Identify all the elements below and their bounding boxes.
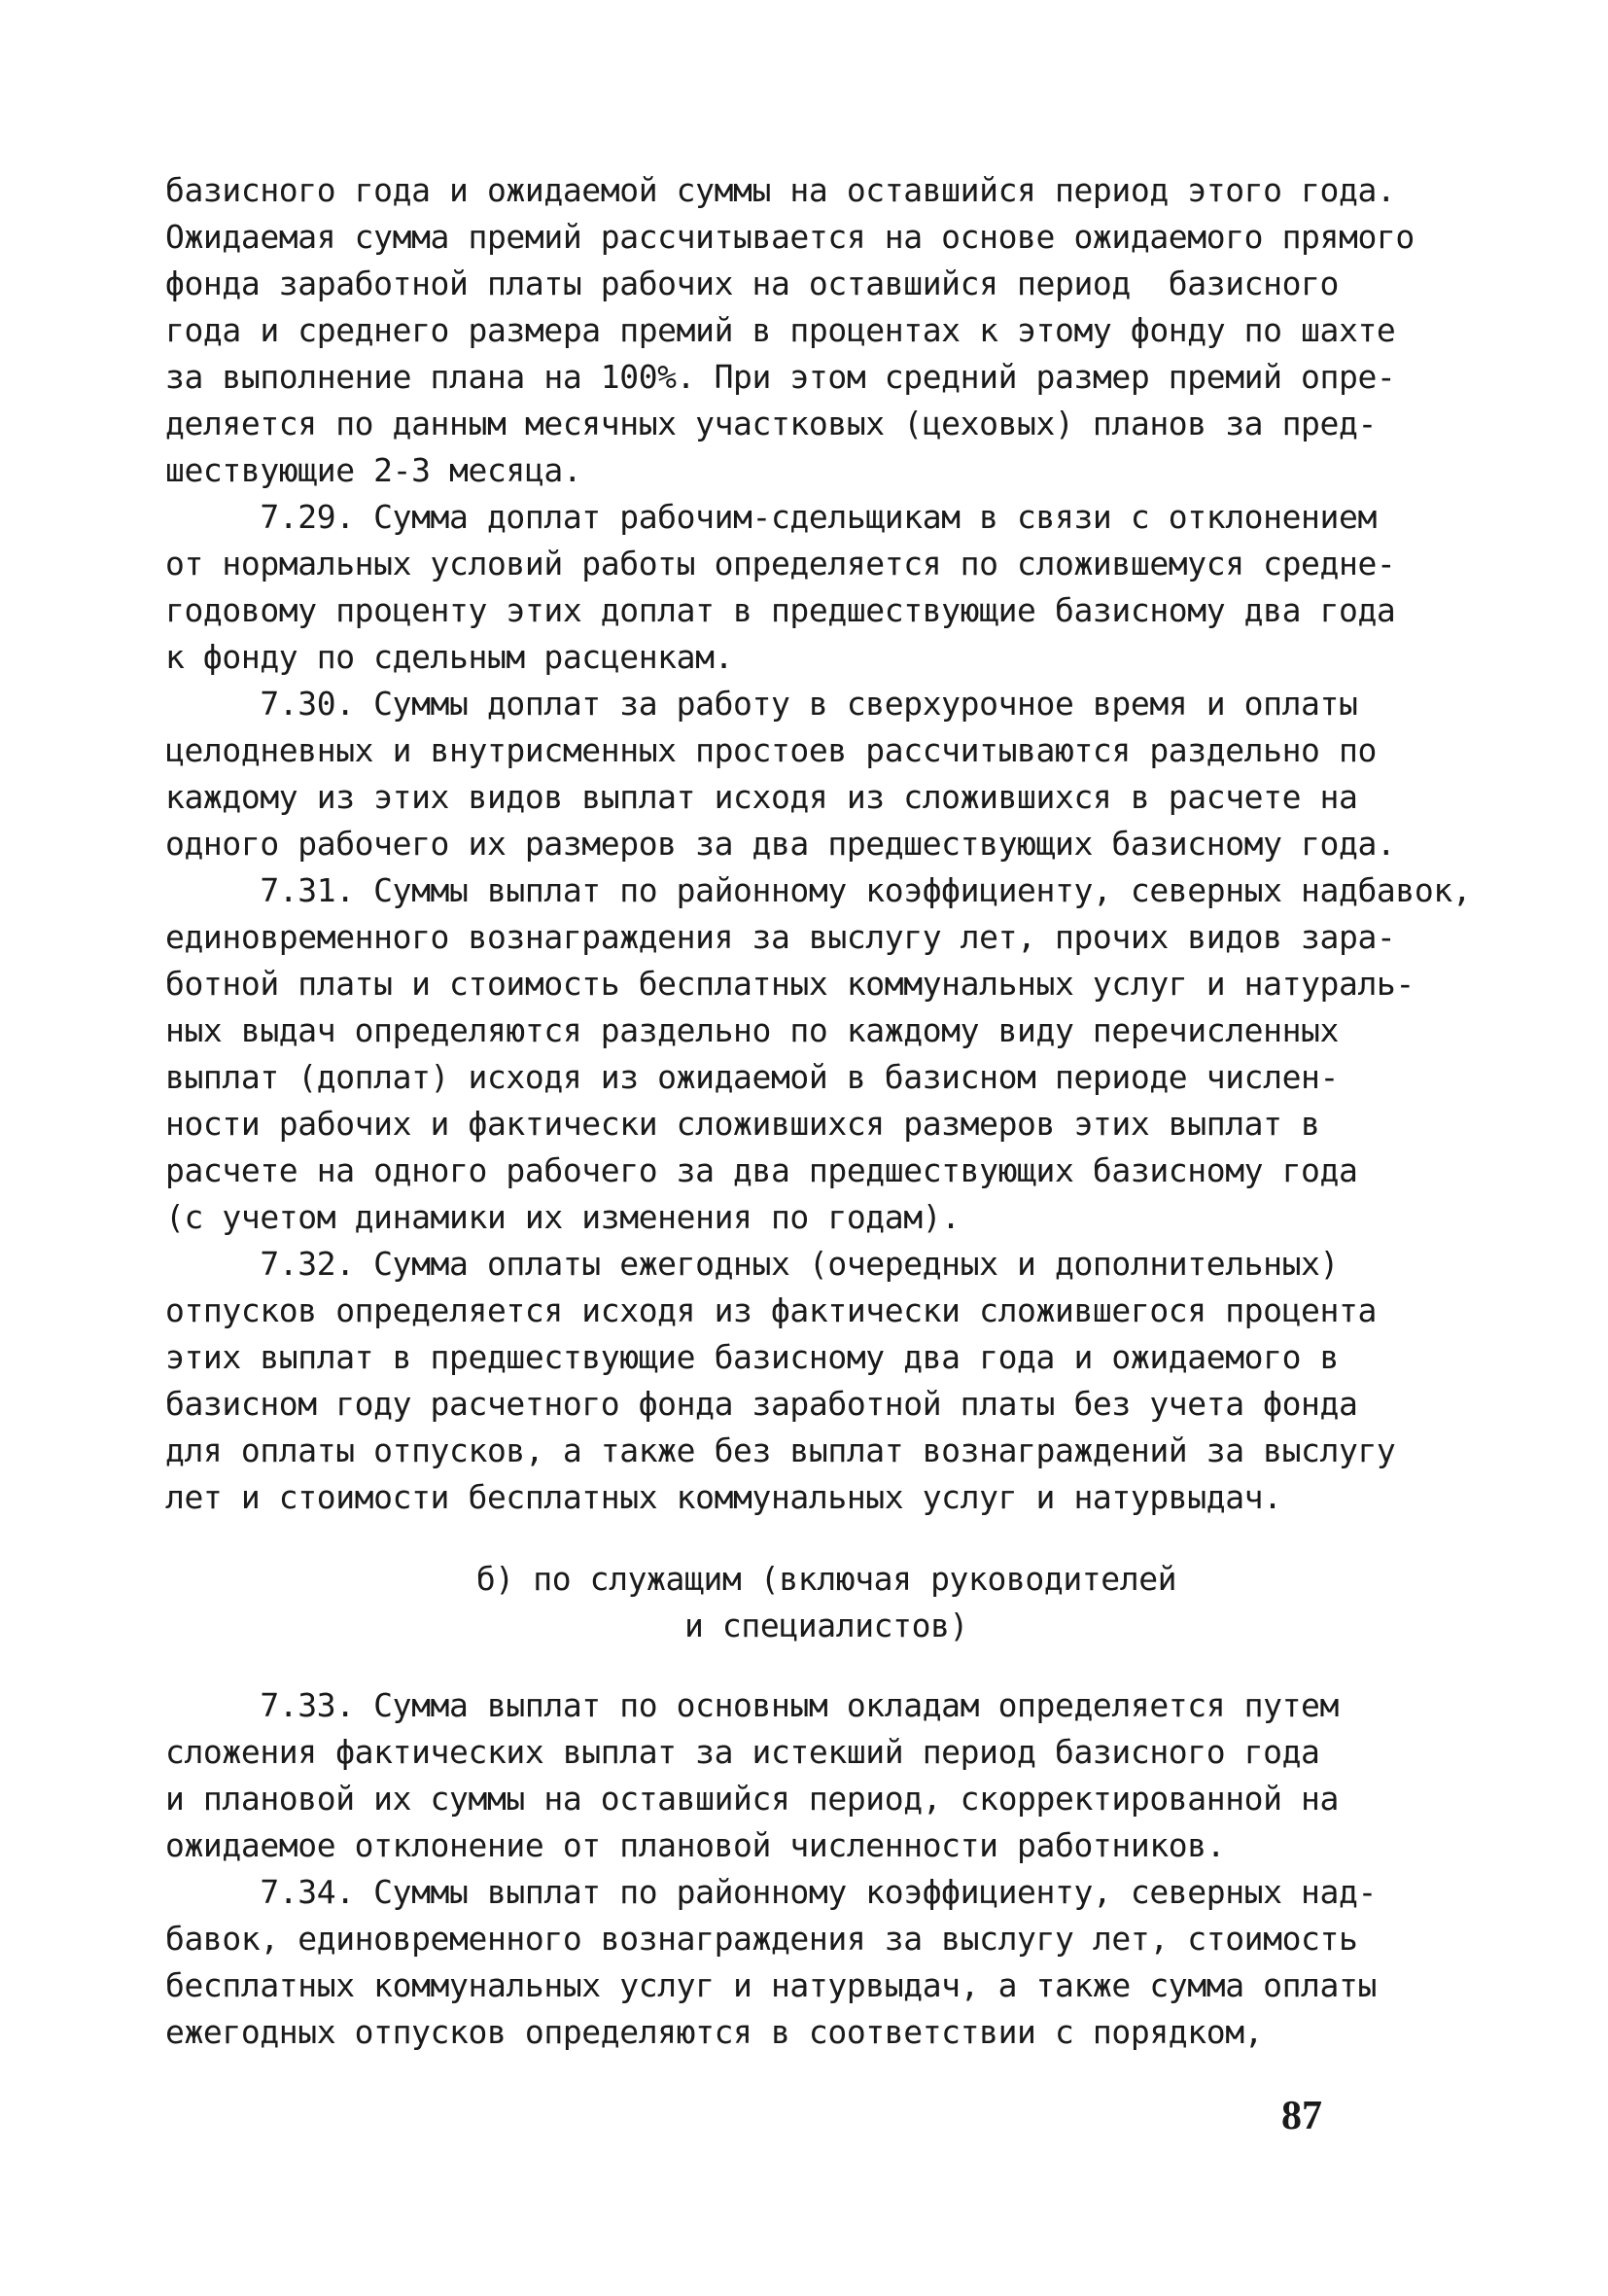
text-line: к фонду по сдельным расценкам. [165,638,734,676]
text-line: для оплаты отпусков, а также без выплат вознаграждений за выслугу [165,1431,1396,1469]
text-line: и плановой их суммы на оставшийся период, скорректированной на [165,1780,1339,1818]
text-line: за выполнение плана на 100%. При этом средний размер премий опре- [165,358,1396,396]
paragraph-7-32-start: 7.32. Сумма оплаты ежегодных (очередных и дополнительных) [165,1245,1339,1283]
text-line: от нормальных условий работы определяется по сложившемуся средне- [165,545,1396,583]
text-line: ных выдач определяются раздельно по каждому виду перечисленных [165,1011,1339,1049]
text-line: ности рабочих и фактически сложившихся размеров этих выплат в [165,1105,1320,1143]
body-text [165,167,1487,2056]
paragraph-7-34-start: 7.34. Суммы выплат по районному коэффициенту, северных над- [165,1873,1377,1911]
section-heading-line-1: б) по служащим (включая руководителей [475,1560,1177,1598]
text-line: лет и стоимости бесплатных коммунальных услуг и натурвыдач. [165,1478,1282,1516]
spacer [165,1521,1487,1556]
text-line: годовому проценту этих доплат в предшествующие базисному два года [165,591,1396,629]
text-line: Ожидаемая сумма премий рассчитывается на основе ожидаемого прямого [165,218,1415,256]
text-line: ботной платы и стоимость бесплатных коммунальных услуг и натураль- [165,965,1415,1003]
text-line: выплат (доплат) исходя из ожидаемой в базисном периоде числен- [165,1058,1339,1096]
text-line: базисного года и ожидаемой суммы на оставшийся период этого года. [165,171,1396,209]
paragraph-7-33-start: 7.33. Сумма выплат по основным окладам определяется путем [165,1686,1339,1724]
text-line: года и среднего размера премий в процентах к этому фонду по шахте [165,311,1396,349]
text-line: деляется по данным месячных участковых (цеховых) планов за пред- [165,405,1377,442]
text-line: бавок, единовременного вознаграждения за выслугу лет, стоимость [165,1920,1358,1958]
page-number: 87 [1281,2094,1322,2138]
text-line: отпусков определяется исходя из фактически сложившегося процента [165,1291,1377,1329]
text-line: шествующие 2-3 месяца. [165,451,582,489]
paragraph-7-31-start: 7.31. Суммы выплат по районному коэффициенту, северных надбавок, [165,871,1472,909]
text-line: базисном году расчетного фонда заработной платы без учета фонда [165,1385,1358,1423]
text-line: (с учетом динамики их изменения по годам). [165,1198,961,1236]
text-line: единовременного вознаграждения за выслугу лет, прочих видов зара- [165,918,1396,956]
section-heading [165,1556,1487,1649]
text-line: одного рабочего их размеров за два предшествующих базисному года. [165,825,1396,863]
text-line: целодневных и внутрисменных простоев рассчитываются раздельно по [165,731,1377,769]
spacer [165,1649,1487,1682]
paragraph-7-29-start: 7.29. Сумма доплат рабочим-сдельщикам в связи с отклонением [165,498,1377,536]
text-line: расчете на одного рабочего за два предшествующих базисному года [165,1151,1358,1189]
text-line: фонда заработной платы рабочих на оставшийся период базисного [165,265,1339,302]
section-heading-line-2: и специалистов) [683,1607,968,1644]
text-line: бесплатных коммунальных услуг и натурвыдач, а также сумма оплаты [165,1966,1377,2004]
text-line: сложения фактических выплат за истекший период базисного года [165,1733,1320,1771]
text-line: каждому из этих видов выплат исходя из сложившихся в расчете на [165,778,1358,816]
text-line: ожидаемое отклонение от плановой численности работников. [165,1826,1226,1864]
paragraph-7-30-start: 7.30. Суммы доплат за работу в сверхурочное время и оплаты [165,685,1358,723]
text-line: ежегодных отпусков определяются в соответствии с порядком, [165,2013,1264,2051]
text-line: этих выплат в предшествующие базисному два года и ожидаемого в [165,1338,1339,1376]
